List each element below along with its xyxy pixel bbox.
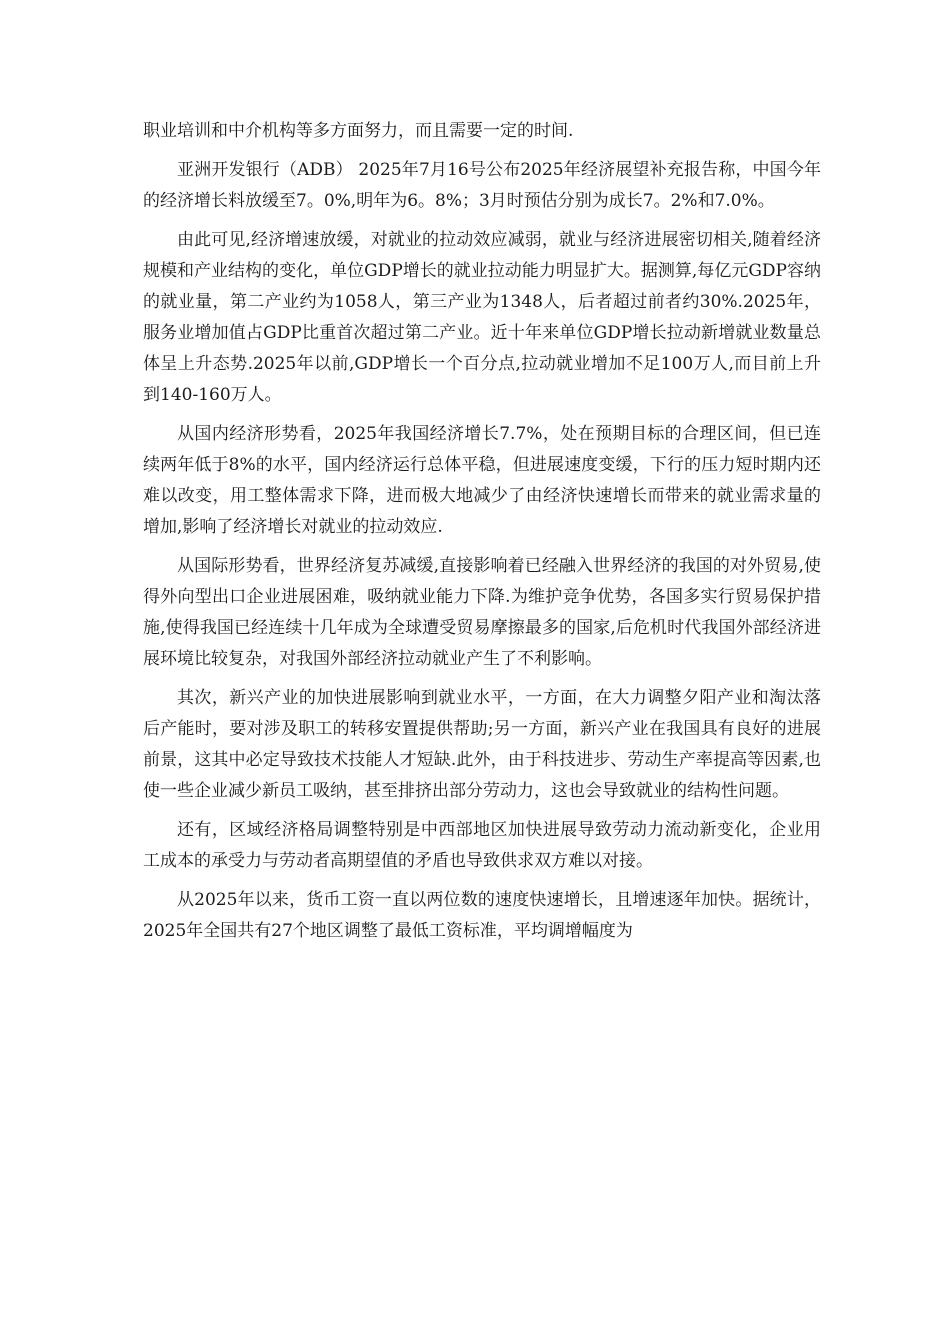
paragraph-6: 其次，新兴产业的加快进展影响到就业水平，一方面，在大力调整夕阳产业和淘汰落后产能时，要对涉及职工的转移安置提供帮助;另一方面，新兴产业在我国具有良好的进展前景，这其中必定导致技术技能人才短缺.此外，由于科技进步、劳动生产率提高等因素,也使一些企业减少新员工吸纳，甚至排挤出部分劳动力，这也会导致就业的结构性问题。: [143, 688, 821, 801]
paragraph-8: 从2025年以来，货币工资一直以两位数的速度快速增长，且增速逐年加快。据统计，2025年全国共有27个地区调整了最低工资标准，平均调增幅度为: [143, 890, 821, 941]
paragraph-5: 从国际形势看，世界经济复苏减缓,直接影响着已经融入世界经济的我国的对外贸易,使得外向型出口企业进展困难，吸纳就业能力下降.为维护竞争优势，各国多实行贸易保护措施,使得我国已经连续十几年成为全球遭受贸易摩擦最多的国家,后危机时代我国外部经济进展环境比较复杂，对我国外部经济拉动就业产生了不利影响。: [143, 556, 821, 669]
paragraph-2: 亚洲开发银行（ADB） 2025年7月16号公布2025年经济展望补充报告称，中国今年的经济增长料放缓至7。0%,明年为6。8%；3月时预估分别为成长7。2%和7.0%。: [143, 160, 821, 211]
paragraph-7: 还有，区域经济格局调整特别是中西部地区加快进展导致劳动力流动新变化，企业用工成本的承受力与劳动者高期望值的矛盾也导致供求双方难以对接。: [143, 820, 821, 871]
document-body: [143, 116, 821, 955]
paragraph-4: 从国内经济形势看，2025年我国经济增长7.7%，处在预期目标的合理区间，但已连续两年低于8%的水平，国内经济运行总体平稳，但进展速度变缓，下行的压力短时期内还难以改变，用工整体需求下降，进而极大地减少了由经济快速增长而带来的就业需求量的增加,影响了经济增长对就业的拉动效应.: [143, 424, 821, 537]
paragraph-1: 职业培训和中介机构等多方面努力，而且需要一定的时间.: [143, 121, 574, 141]
paragraph-3: 由此可见,经济增速放缓，对就业的拉动效应减弱，就业与经济进展密切相关,随着经济规模和产业结构的变化，单位GDP增长的就业拉动能力明显扩大。据测算,每亿元GDP容纳的就业量，第二产业约为1058人，第三产业为1348人，后者超过前者约30%.2025年，服务业增加值占GDP比重首次超过第二产业。近十年来单位GDP增长拉动新增就业数量总体呈上升态势.2025年以前,GDP增长一个百分点,拉动就业增加不足100万人,而目前上升到140-160万人。: [143, 230, 821, 405]
